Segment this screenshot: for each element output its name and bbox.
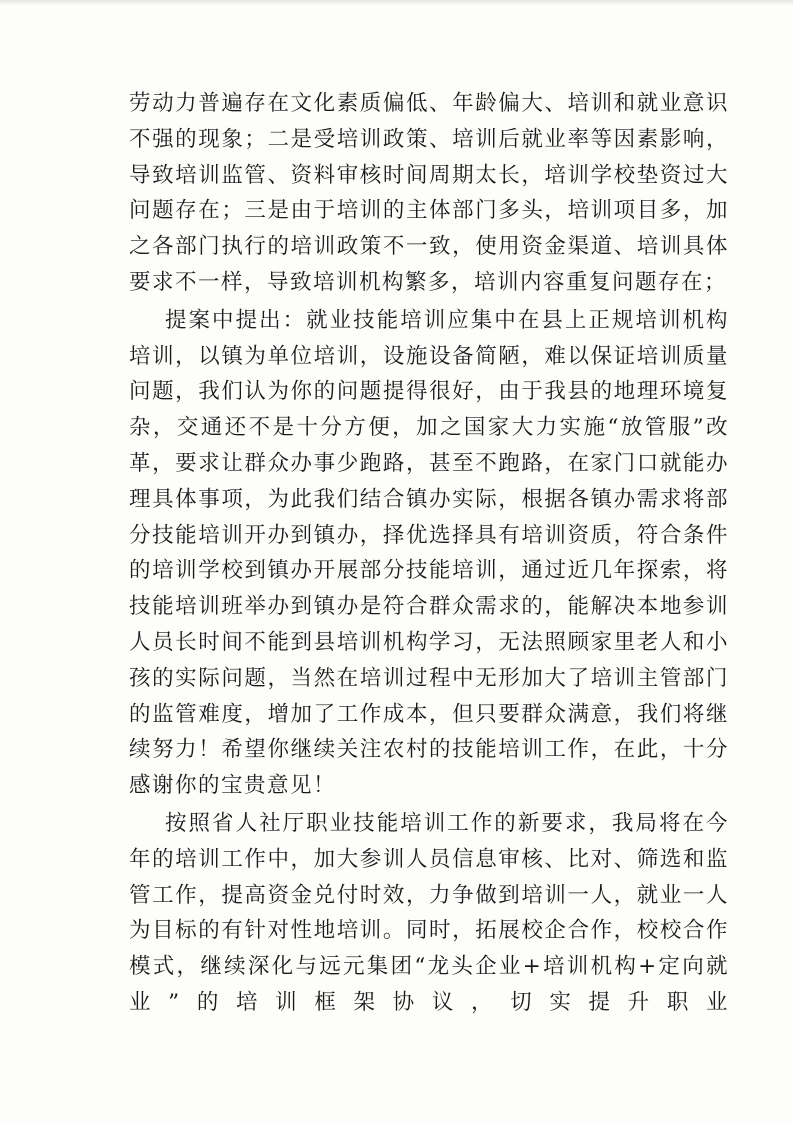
paragraph-2: 提案中提出：就业技能培训应集中在县上正规培训机构培训，以镇为单位培训，设施设备简陋，难以保证培训质量问题，我们认为你的问题提得很好，由于我县的地理环境复杂，交通还不是十分方便，加之国家大力实施“放管服”改革，要求让群众办事少跑路，甚至不跑路，在家门口就能办理具体事项，为此我们结合镇办实际，根据各镇办需求将部分技能培训开办到镇办，择优选择具有培训资质，符合条件的培训学校到镇办开展部分技能培训，通过近几年探索，将技能培训班举办到镇办是符合群众需求的，能解决本地参训人员长时间不能到县培训机构学习，无法照顾家里老人和小孩的实际问题，当然在培训过程中无形加大了培训主管部门的监管难度，增加了工作成本，但只要群众满意，我们将继续努力！希望你继续关注农村的技能培训工作，在此，十分感谢你的宝贵意见！: [129, 307, 729, 799]
document-body: [129, 86, 729, 1021]
paragraph-3: 按照省人社厅职业技能培训工作的新要求，我局将在今年的培训工作中，加大参训人员信息审核、比对、筛选和监管工作，提高资金兑付时效，力争做到培训一人，就业一人为目标的有针对性地培训。同时，拓展校企合作，校校合作模式，继续深化与远元集团“龙头企业+培训机构+定向就业”的培训框架协议，切实提升职业: [129, 810, 729, 1015]
scan-edge-shadow: [0, 0, 793, 6]
paragraph-1: 劳动力普遍存在文化素质偏低、年龄偏大、培训和就业意识不强的现象；二是受培训政策、培训后就业率等因素影响，导致培训监管、资料审核时间周期太长，培训学校垫资过大问题存在；三是由于培训的主体部门多头，培训项目多，加之各部门执行的培训政策不一致，使用资金渠道、培训具体要求不一样，导致培训机构繁多，培训内容重复问题存在；: [129, 91, 729, 295]
